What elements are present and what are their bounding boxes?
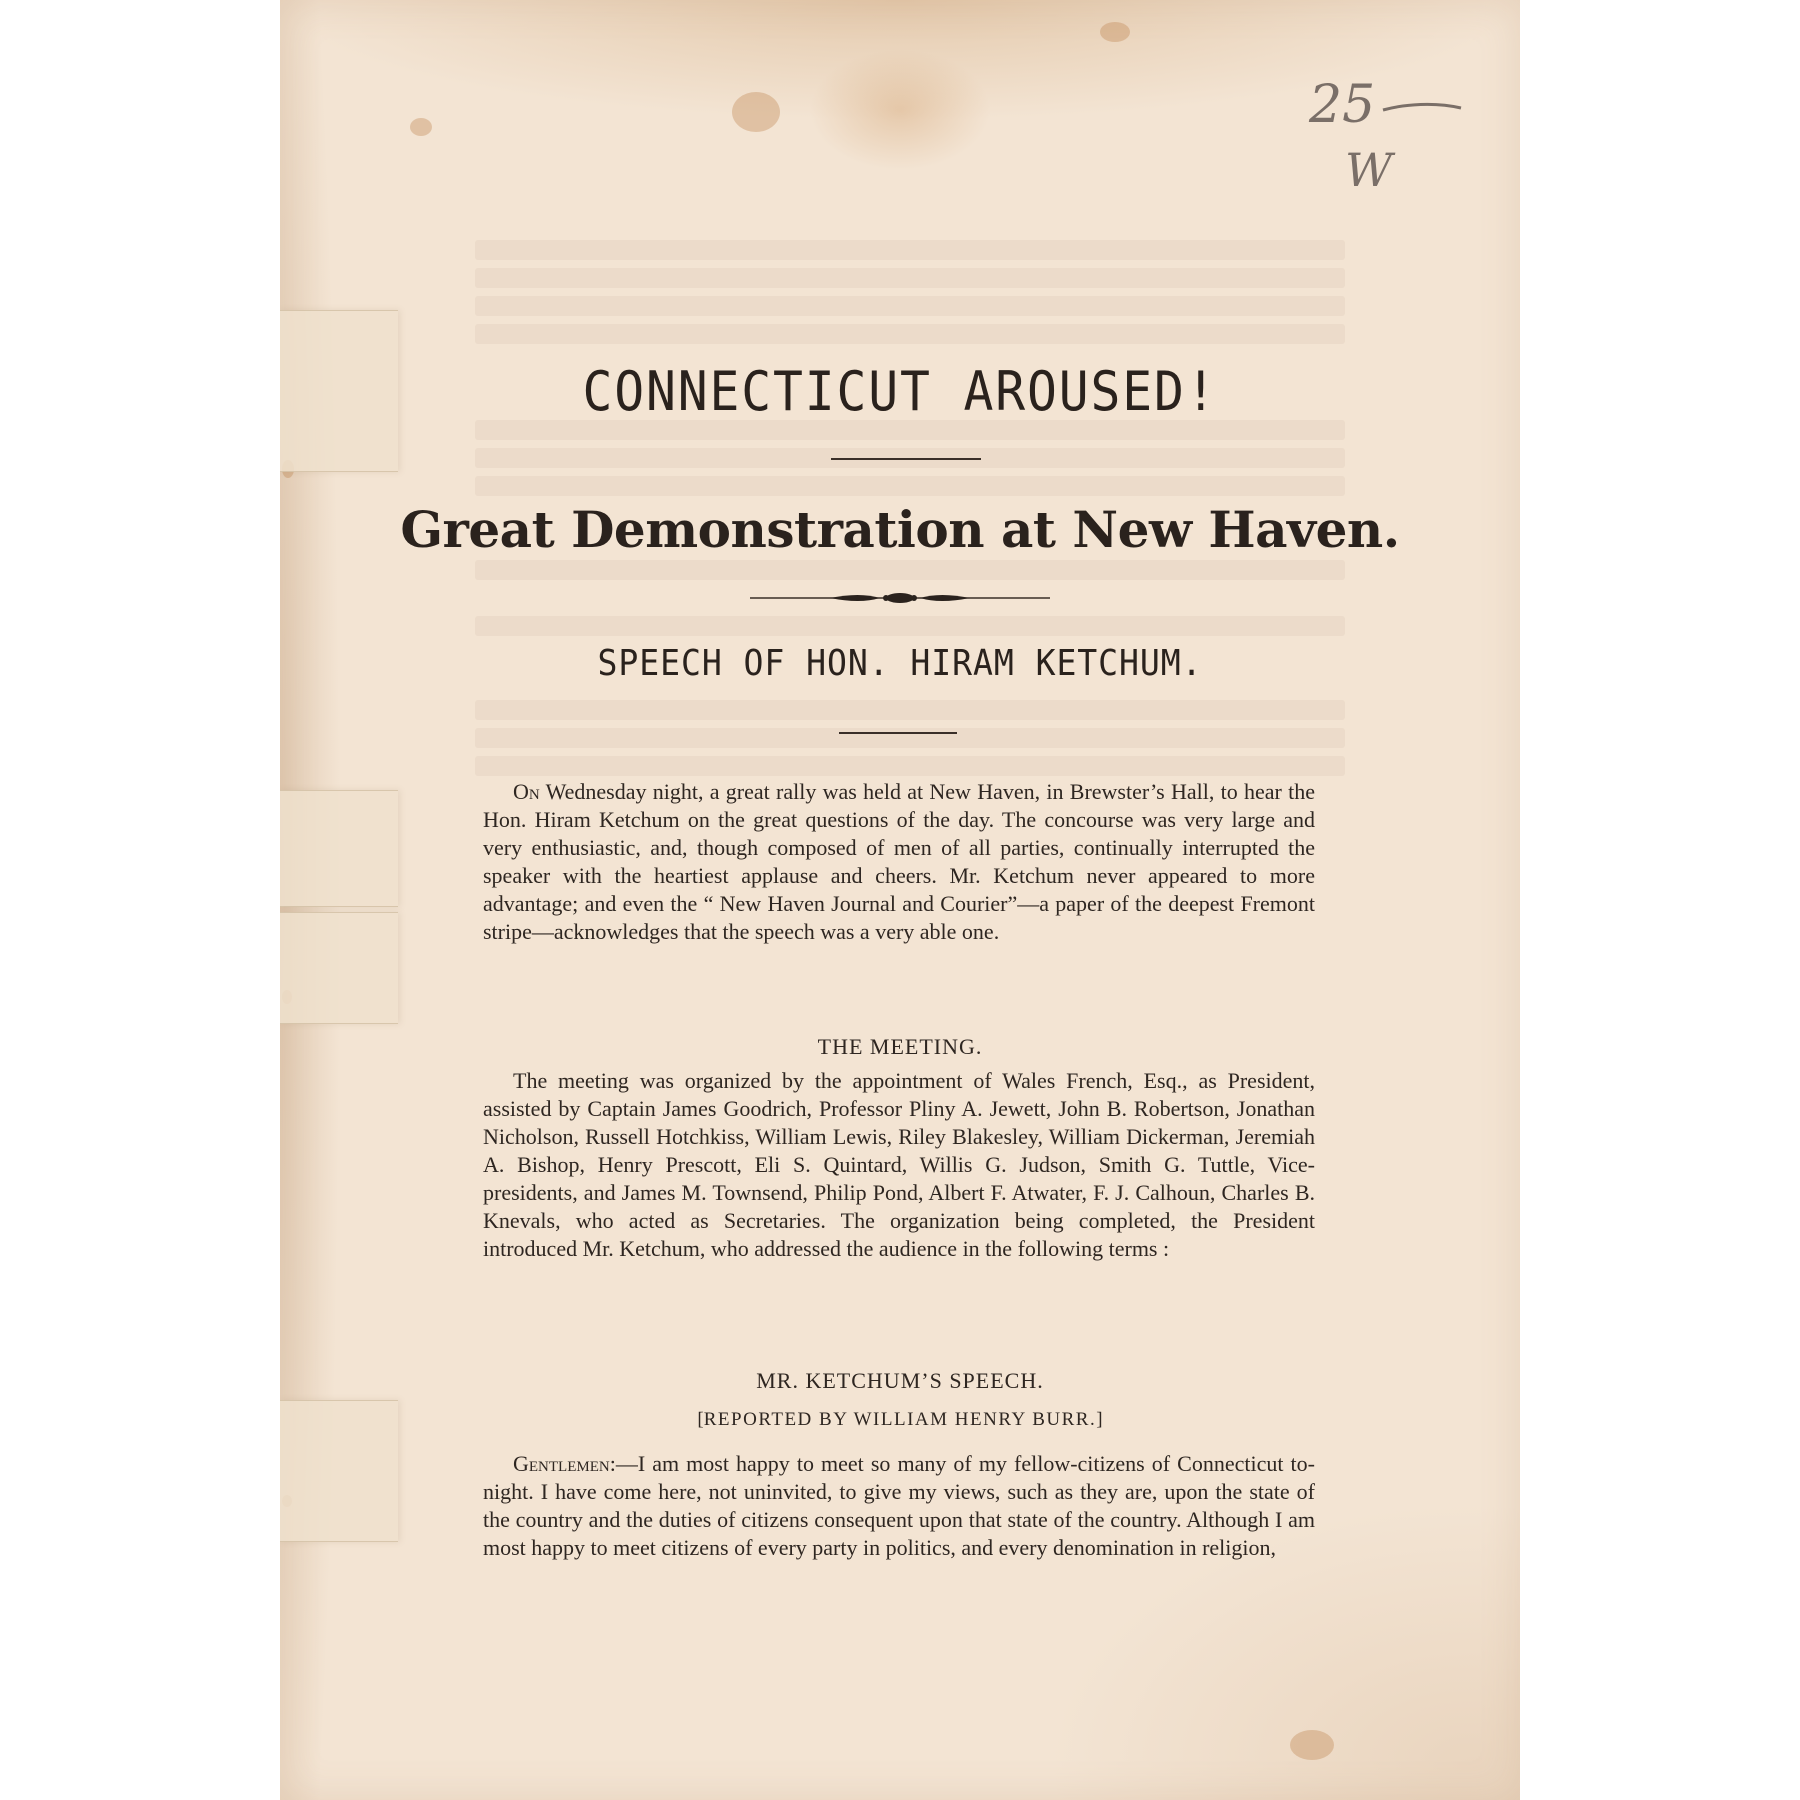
- intro-lead-word: On: [513, 779, 540, 804]
- speech-salutation: Gentlemen: [513, 1451, 610, 1476]
- speech-heading: MR. KETCHUM’S SPEECH.: [756, 1368, 1044, 1393]
- meeting-paragraph: The meeting was organized by the appointment of Wales French, Esq., as President, assisted by Captain James Goodrich, Professor Pliny A. Jewett, John B. Robertson, Jonathan Nicholson, Russell Hotchkiss, William Lewis, Riley Blakesley, William Dickerman, Jeremiah A. Bishop, Henry Prescott, Eli S. Quintard, Willis G. Judson, Smith G. Tuttle, Vice-presidents, and James M. Townsend, Philip Pond, Albert F. Atwater, F. J. Calhoun, Charles B. Knevals, who acted as Secretaries. The organization being completed, the President introduced Mr. Ketchum, who addressed the audience in the following terms :: [483, 1068, 1315, 1261]
- foxing-stain: [732, 92, 780, 132]
- pencil-annotation: [1295, 68, 1465, 208]
- foxing-stain: [1290, 1730, 1334, 1760]
- document-subtitle: Great Demonstration at New Haven.: [400, 500, 1400, 559]
- tape-remnant: [280, 912, 398, 1024]
- annotation-number: 25: [1309, 75, 1376, 135]
- speech-title-rule: [839, 732, 957, 734]
- speech-title: SPEECH OF HON. HIRAM KETCHUM.: [597, 643, 1203, 684]
- ornamental-rule: [750, 590, 1050, 606]
- annotation-letter: W: [1345, 143, 1393, 197]
- show-through-line: [475, 756, 1345, 776]
- show-through-line: [475, 616, 1345, 636]
- show-through-line: [475, 728, 1345, 748]
- foxing-stain: [1100, 22, 1130, 42]
- show-through-line: [475, 240, 1345, 260]
- speech-text: :—I am most happy to meet so many of my fellow-citizens of Connecticut to-night. I have come here, not uninvited, to give my views, such as they are, upon the state of the country and the duties of citizens consequent upon that state of the country. Although I am most happy to meet citizens of every party in politics, and every denomination in religion,: [483, 1451, 1315, 1560]
- show-through-line: [475, 268, 1345, 288]
- show-through-line: [475, 560, 1345, 580]
- speech-paragraph: [483, 1450, 1315, 1562]
- show-through-line: [475, 476, 1345, 496]
- document-title: CONNECTICUT AROUSED!: [582, 360, 1218, 423]
- title-rule: [831, 458, 981, 460]
- show-through-line: [475, 324, 1345, 344]
- intro-text: Wednesday night, a great rally was held at New Haven, in Brewster’s Hall, to hear the Hon. Hiram Ketchum on the great questions of the day. The concourse was very large and very enthusiastic, and, though composed of men of all parties, continually interrupted the speaker with the heartiest applause and cheers. Mr. Ketchum never appeared to more advantage; and even the “ New Haven Journal and Courier”—a paper of the deepest Fremont stripe—acknowledges that the speech was a very able one.: [483, 779, 1315, 944]
- intro-paragraph: [483, 778, 1315, 946]
- document-page: [280, 0, 1520, 1800]
- tape-remnant: [280, 790, 398, 907]
- show-through-line: [475, 700, 1345, 720]
- foxing-stain: [410, 118, 432, 136]
- meeting-heading: THE MEETING.: [817, 1034, 983, 1059]
- reporter-credit: [REPORTED BY WILLIAM HENRY BURR.]: [697, 1409, 1103, 1430]
- show-through-line: [475, 420, 1345, 440]
- reporter-name: REPORTED BY WILLIAM HENRY BURR.: [703, 1409, 1097, 1430]
- show-through-line: [475, 296, 1345, 316]
